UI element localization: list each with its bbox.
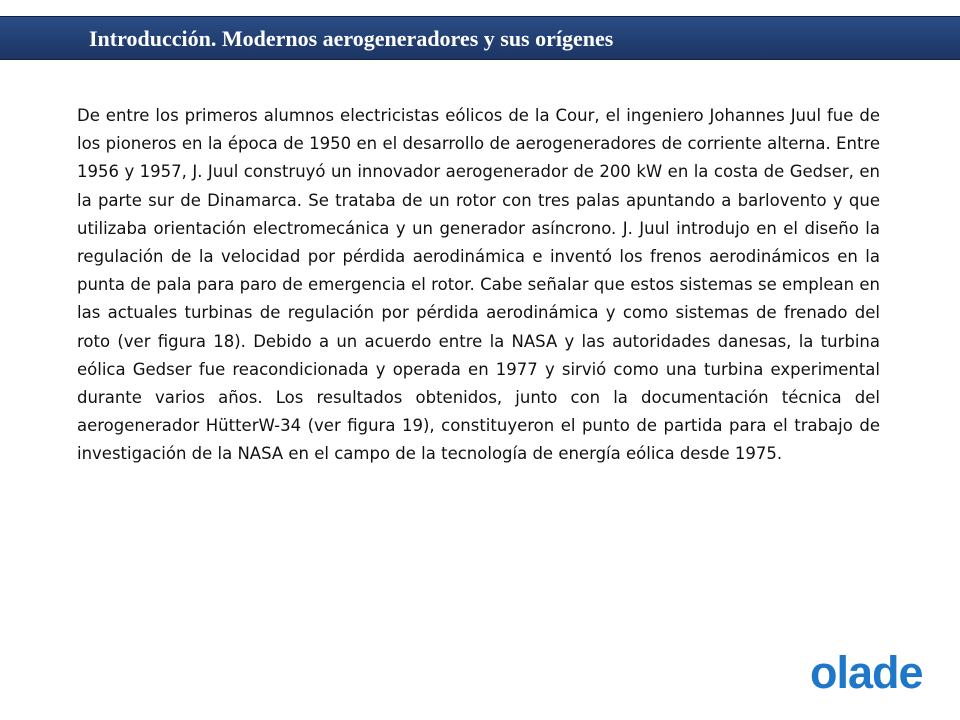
body-paragraph: De entre los primeros alumnos electricistas eólicos de la Cour, el ingeniero Johannes Juul fue de los pioneros en la época de 1950 en el desarrollo de aerogeneradores de corriente alterna. Entre 1956 y 1957, J. Juul construyó un innovador aerogenerador de 200 kW en la costa de Gedser, en la parte sur de Dinamarca. Se trataba de un rotor con tres palas apuntando a barlovento y que utilizaba orientación electromecánica y un generador asíncrono. J. Juul introdujo en el diseño la regulación de la velocidad por pérdida aerodinámica e inventó los frenos aerodinámicos en la punta de pala para paro de emergencia el rotor. Cabe señalar que estos sistemas se emplean en las actuales turbinas de regulación por pérdida aerodinámica y como sistemas de frenado del roto (ver figura 18). Debido a un acuerdo entre la NASA y las autoridades danesas, la turbina eólica Gedser fue reacondicionada y operada en 1977 y sirvió como una turbina experimental durante varios años. Los resultados obtenidos, junto con la documentación técnica del aerogenerador HütterW-34 (ver figura 19), constituyeron el punto de partida para el trabajo de investigación de la NASA en el campo de la tecnología de energía eólica desde 1975. <box>77 106 880 464</box>
page-title: Introducción. Modernos aerogeneradores y sus orígenes <box>89 26 614 51</box>
title-bar <box>0 16 960 60</box>
logo-text: olade <box>810 648 923 696</box>
olade-logo <box>808 648 932 696</box>
